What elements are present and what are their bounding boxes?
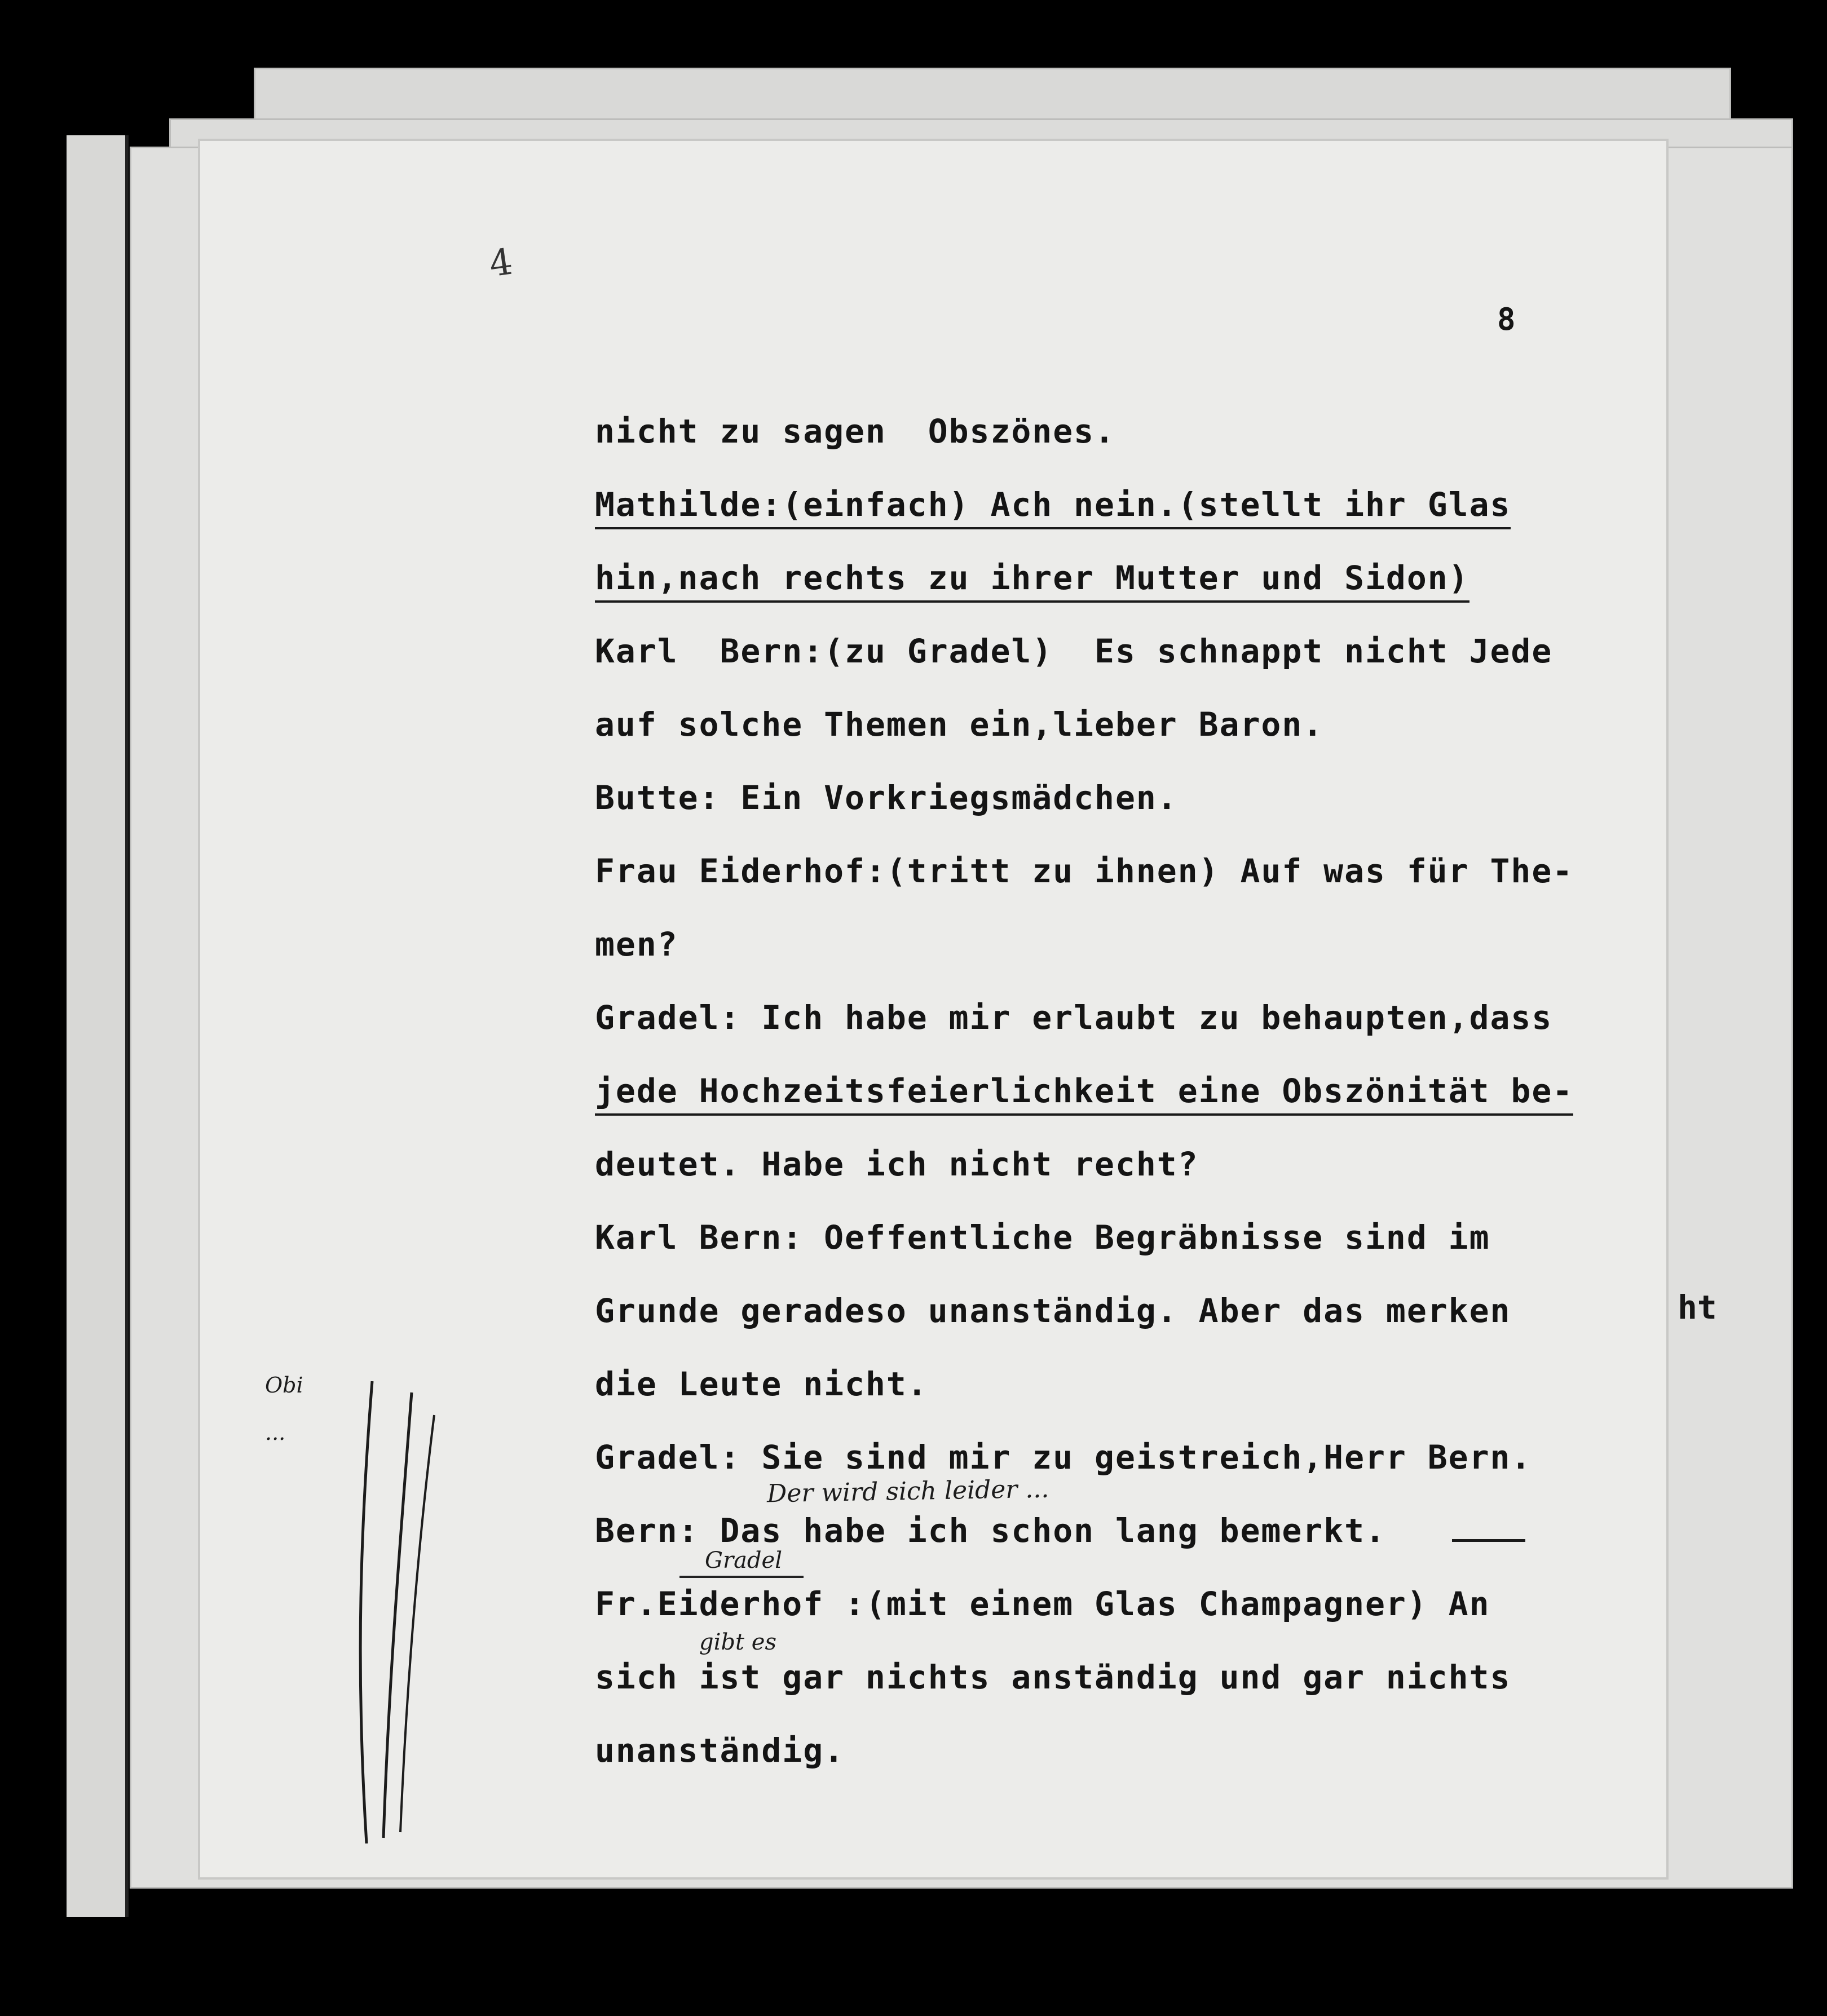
margin-note-line: ... [265, 1420, 286, 1445]
typescript-line: Bern: Das habe ich schon lang bemerkt. [595, 1511, 1386, 1550]
typescript-line [595, 1068, 1573, 1113]
typescript-line: men? [595, 925, 678, 963]
handwritten-dash [1452, 1539, 1525, 1542]
typescript-line: deutet. Habe ich nicht recht? [595, 1145, 1199, 1183]
typescript-line: auf solche Themen ein,lieber Baron. [595, 705, 1324, 744]
speaker-direction: Mathilde:(einfach) Ach nein.(stellt ihr Glas [595, 485, 1511, 529]
typescript-line: sich ist gar nichts anständig und gar nichts [595, 1658, 1511, 1696]
margin-strike-through [350, 1381, 440, 1843]
corner-pencil-mark: 4 [487, 241, 515, 286]
correction-underline [679, 1576, 804, 1578]
stage-direction: hin,nach rechts zu ihrer Mutter und Sidon) [595, 559, 1469, 603]
typescript-line: Karl Bern: Oeffentliche Begräbnisse sind im [595, 1218, 1490, 1257]
typescript-line: unanständig. [595, 1731, 845, 1770]
handwritten-speaker-correction: Gradel [705, 1548, 782, 1573]
margin-note-line: Obi [265, 1373, 303, 1398]
underlined-line: jede Hochzeitsfeierlichkeit eine Obszönität be- [595, 1072, 1573, 1116]
typescript-line [595, 482, 1511, 527]
handwritten-interlinear-insertion: Der wird sich leider ... [766, 1474, 1049, 1509]
typescript-line: Gradel: Ich habe mir erlaubt zu behaupten,dass [595, 998, 1553, 1037]
typescript-line: Butte: Ein Vorkriegsmädchen. [595, 779, 1178, 817]
typescript-line: Frau Eiderhof:(tritt zu ihnen) Auf was für The- [595, 852, 1574, 890]
handwritten-inserted-word: gibt es [699, 1629, 776, 1655]
typescript-line: Grunde geradeso unanständig. Aber das merken [595, 1292, 1511, 1330]
typescript-line: Karl Bern:(zu Gradel) Es schnappt nicht Jede [595, 632, 1553, 670]
left-sheet-edge [67, 135, 129, 1917]
underlying-page-fragment: ht [1678, 1288, 1717, 1327]
typescript-line: Gradel: Sie sind mir zu geistreich,Herr Bern. [595, 1438, 1532, 1476]
typescript-line: Fr.Eiderhof :(mit einem Glas Champagner) An [595, 1585, 1490, 1623]
typescript-line: die Leute nicht. [595, 1365, 928, 1403]
typescript-line: nicht zu sagen Obszönes. [595, 412, 1115, 450]
typescript-line [595, 555, 1469, 600]
page-number: 8 [1497, 302, 1516, 337]
